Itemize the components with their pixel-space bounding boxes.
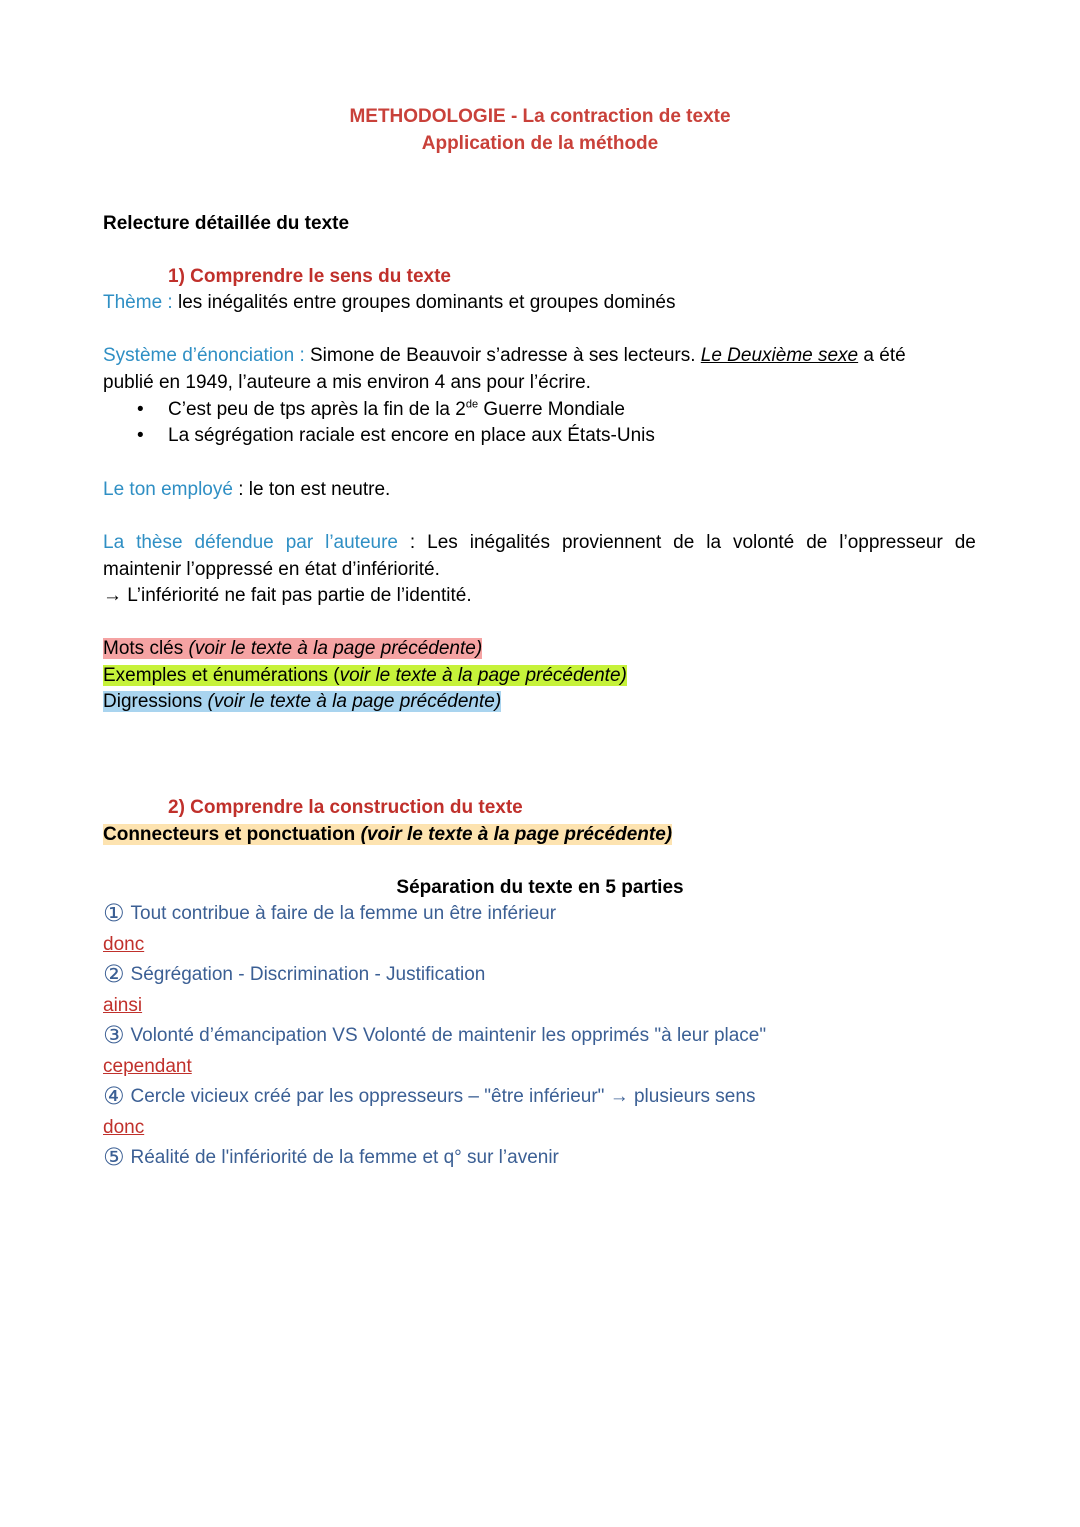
these-line <box>103 530 976 556</box>
part-text: Cercle vicieux créé par les oppresseurs – "être inférieur" → plusieurs sens <box>130 1086 756 1107</box>
part-text: Ségrégation - Discrimination - Justification <box>130 964 486 985</box>
number-4-icon: ④ <box>103 1082 125 1110</box>
book-title: Le Deuxième sexe <box>700 345 859 366</box>
these-word: Les <box>427 532 458 553</box>
legend-keywords-label: Mots clés <box>103 638 189 659</box>
legend-digressions-label: Digressions <box>103 691 208 712</box>
legend-keywords-highlight <box>103 638 482 659</box>
connectors-highlight <box>103 824 672 845</box>
theme-label: Thème : <box>103 292 173 313</box>
enonciation-line-2: publié en 1949, l’auteure a mis environ 4 ans pour l’écrire. <box>103 372 591 393</box>
connector-word: donc <box>103 1117 145 1138</box>
part-text: Volonté d’émancipation VS Volonté de maintenir les opprimés "à leur place" <box>130 1025 767 1046</box>
bullet-item-1-sup: de <box>465 398 479 411</box>
part-text: Réalité de l'infériorité de la femme et q° sur l’avenir <box>130 1147 559 1168</box>
these-word: : <box>409 532 416 553</box>
list-item <box>103 901 556 927</box>
ton-line <box>103 477 390 503</box>
connectors-label: Connecteurs et ponctuation <box>103 824 361 845</box>
bullet-item-1-text: C’est peu de tps après la fin de la 2 <box>168 399 466 420</box>
theme-line <box>103 290 675 316</box>
ton-text: : le ton est neutre. <box>232 479 391 500</box>
legend-keywords <box>103 636 482 662</box>
bullet-item-1 <box>168 397 625 423</box>
document-subtitle: Application de la méthode <box>421 133 659 154</box>
legend-digressions-highlight <box>103 691 501 712</box>
these-word: La <box>103 532 125 553</box>
part-text: Tout contribue à faire de la femme un être inférieur <box>130 903 557 924</box>
number-3-icon: ③ <box>103 1021 125 1049</box>
these-conclusion: → L’infériorité ne fait pas partie de l’identité. <box>103 585 472 606</box>
connectors-note: (voir le texte à la page précédente) <box>360 824 673 845</box>
ton-label: Le ton employé <box>103 479 233 500</box>
legend-examples <box>103 663 627 689</box>
part2-heading: 2) Comprendre la construction du texte <box>168 797 523 818</box>
bullet-dot: • <box>137 399 144 420</box>
these-word: thèse <box>136 532 183 553</box>
list-item <box>103 1145 559 1171</box>
legend-examples-note: voir le texte à la page précédente) <box>339 665 627 686</box>
part1-heading: 1) Comprendre le sens du texte <box>168 266 451 287</box>
list-item <box>103 1084 755 1110</box>
these-word: par <box>285 532 314 553</box>
connector-word: donc <box>103 934 145 955</box>
these-word: la <box>706 532 722 553</box>
separation-title: Séparation du texte en 5 parties <box>396 877 684 898</box>
number-5-icon: ⑤ <box>103 1143 125 1171</box>
enonciation-label: Système d’énonciation : <box>103 345 305 366</box>
enonciation-text: Simone de Beauvoir s’adresse à ses lecteurs. <box>304 345 701 366</box>
these-word: défendue <box>194 532 274 553</box>
bullet-item-2: La ségrégation raciale est encore en place aux États-Unis <box>168 425 655 446</box>
number-2-icon: ② <box>103 960 125 988</box>
section-heading-relecture: Relecture détaillée du texte <box>103 213 350 234</box>
enonciation-text-after: a été <box>858 345 906 366</box>
these-word: de <box>673 532 695 553</box>
these-line-2: maintenir l’oppressé en état d’infériorité. <box>103 559 440 580</box>
list-item <box>103 962 485 988</box>
number-1-icon: ① <box>103 899 125 927</box>
legend-digressions-note: (voir le texte à la page précédente) <box>207 691 502 712</box>
these-word: de <box>806 532 828 553</box>
connectors-legend <box>103 822 672 848</box>
connector-word: ainsi <box>103 995 143 1016</box>
these-word: proviennent <box>561 532 662 553</box>
connector-word: cependant <box>103 1056 192 1077</box>
theme-text: les inégalités entre groupes dominants et groupes dominés <box>172 292 676 313</box>
these-word: l’auteure <box>325 532 398 553</box>
enonciation-line <box>103 343 906 369</box>
legend-examples-highlight <box>103 665 627 686</box>
legend-examples-label: Exemples et énumérations ( <box>103 665 340 686</box>
bullet-dot: • <box>137 425 144 446</box>
document-title: METHODOLOGIE - La contraction de texte <box>349 106 731 127</box>
bullet-item-1-after: Guerre Mondiale <box>478 399 625 420</box>
these-word: volonté <box>732 532 795 553</box>
these-word: l’oppresseur <box>839 532 943 553</box>
these-word: inégalités <box>469 532 550 553</box>
these-word: de <box>954 532 976 553</box>
legend-digressions <box>103 689 501 715</box>
list-item <box>103 1023 766 1049</box>
legend-keywords-note: (voir le texte à la page précédente) <box>188 638 483 659</box>
